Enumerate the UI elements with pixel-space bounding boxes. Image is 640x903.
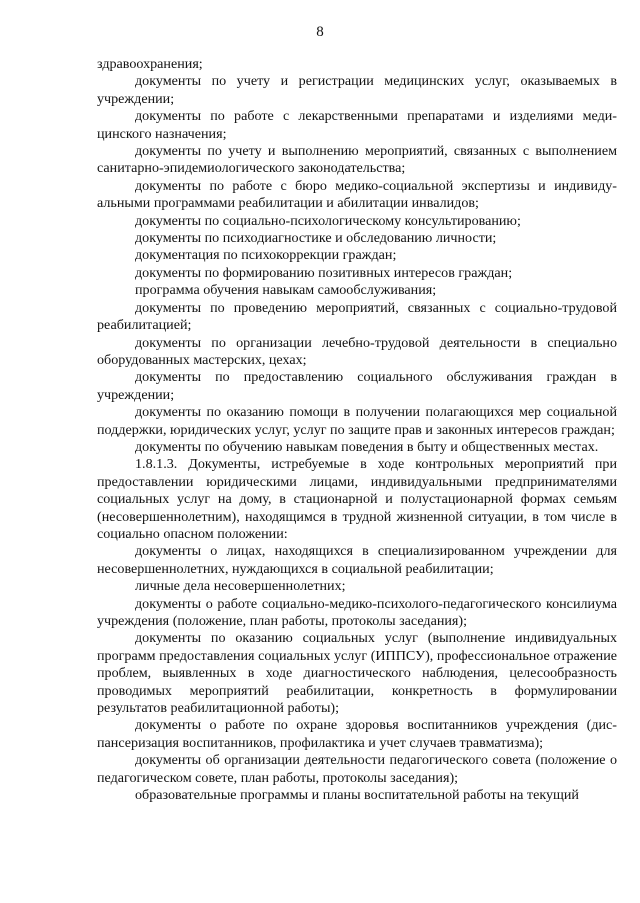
paragraph: документация по психокоррекции граждан; — [135, 247, 397, 264]
paragraph: документы о работе по охране здоровья воспитанников учреждения (диспансеризация воспитанников, профилактика и учет случаев травматизма); — [97, 717, 617, 751]
paragraph: документы по работе с лекарственными препаратами и изделиями медицинского назначения; — [97, 108, 617, 142]
paragraph: документы по обучению навыкам поведения в быту и общественных местах. — [135, 438, 599, 455]
paragraph: документы по предоставлению социального обслуживания граждан в учреждении; — [97, 369, 617, 403]
paragraph: документы по оказанию социальных услуг (выполнение индивидуальных программ предоставления социальных услуг (ИППСУ), профессиональное отражение проблем, выявленных в ходе диагностического наблюдения, целесообразность проводимых мероприятий реабилитации, конкретность в формулировании результатов реабилитационной работы); — [97, 630, 617, 717]
paragraph: документы по учету и регистрации медицинских услуг, оказываемых в учреждении; — [97, 73, 617, 107]
paragraph: документы по социально-психологическому консультированию; — [135, 212, 521, 229]
paragraph: программа обучения навыкам самообслуживания; — [135, 282, 437, 299]
paragraph: личные дела несовершеннолетних; — [135, 578, 346, 595]
paragraph: документы по учету и выполнению мероприятий, связанных с выполнением санитарно-эпидемиологического законодательства; — [97, 143, 617, 177]
paragraph: документы по психодиагностике и обследованию личности; — [135, 230, 497, 247]
paragraph: документы по формированию позитивных интересов граждан; — [135, 264, 513, 281]
paragraph: образовательные программы и планы воспитательной работы на текущий — [135, 787, 579, 804]
paragraph: документы о работе социально-медико-психолого-педагогического консилиума учреждения (положение, план работы, протоколы заседания); — [97, 595, 617, 629]
paragraph: документы по оказанию помощи в получении полагающихся мер социальной поддержки, юридических услуг, услуг по защите прав и законных интересов граждан; — [97, 404, 617, 438]
page-number: 8 — [316, 24, 324, 40]
paragraph: документы об организации деятельности педагогического совета (положение о педагогическом совете, план работы, протоколы заседания); — [97, 752, 617, 786]
page-body — [97, 56, 617, 804]
paragraph: здравоохранения; — [97, 56, 203, 72]
paragraph: документы по организации лечебно-трудовой деятельности в специально оборудованных мастерских, цехах; — [97, 334, 617, 368]
paragraph: документы о лицах, находящихся в специализированном учреждении для несовершеннолетних, нуждающихся в социальной реабилитации; — [97, 543, 617, 577]
paragraph: документы по работе с бюро медико-социальной экспертизы и индивидуальными программами реабилитации и абилитации инвалидов; — [97, 177, 617, 212]
paragraph: документы по проведению мероприятий, связанных с социально-трудовой реабилитацией; — [97, 299, 617, 334]
section-1-8-1-3-paragraph: 1.8.1.3. Документы, истребуемые в ходе контрольных мероприятий при предоставлении юридическими лицами, индивидуальными предпринимателями социальных услуг на дому, в стационарной и полустационарной формах семьям (несовершеннолетним), находящимся в трудной жизненной ситуации, в том числе в социально опасном положении: — [97, 456, 617, 542]
